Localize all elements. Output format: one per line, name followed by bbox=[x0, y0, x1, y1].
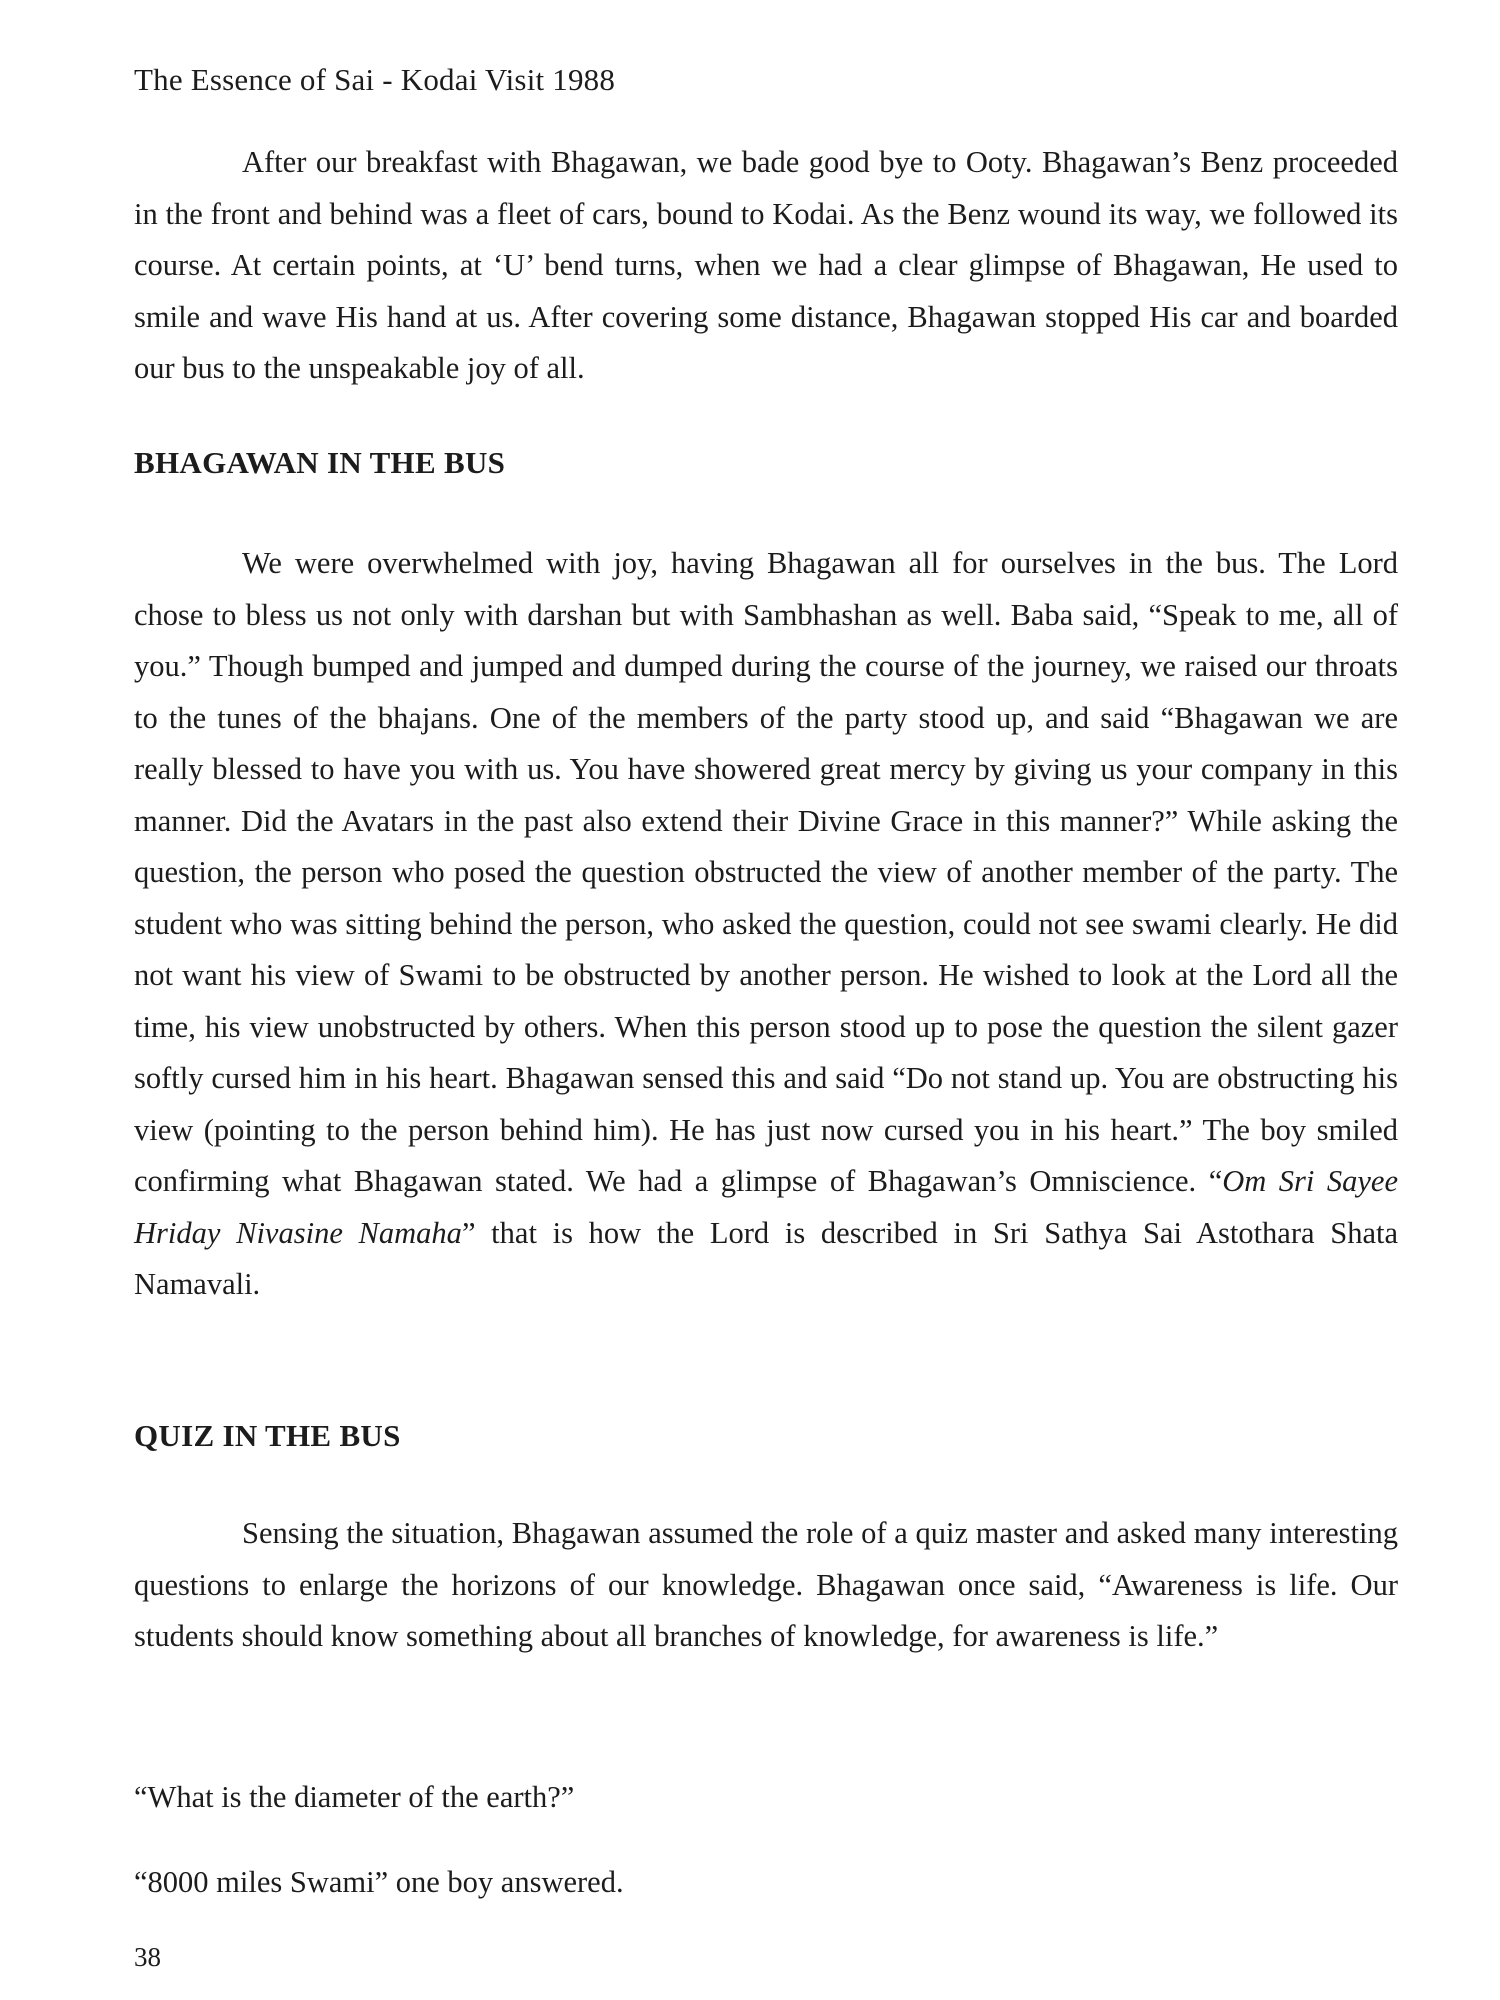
quote-open-mark: “ bbox=[1208, 1164, 1223, 1198]
paragraph-bus-darshan-tail: ” that is how the Lord is described in Sri Sathya Sai Astothara Shata Namavali. bbox=[134, 1215, 1398, 1301]
mantra-italic: Om Sri Sayee Hriday Nivasine Namaha bbox=[134, 1164, 1399, 1250]
running-head: The Essence of Sai - Kodai Visit 1988 bbox=[134, 62, 616, 97]
paragraph-bus-darshan-text: We were overwhelmed with joy, having Bhagawan all for ourselves in the bus. The Lord chose to bless us not only with darshan but with Sambhashan as well. Baba said, “Speak to me, all of you.” Though bumped and jumped and dumped during the course of the journey, we raised our throats to the tunes of the bhajans. One of the members of the party stood up, and said “Bhagawan we are really blessed to have you with us. You have showered great mercy by giving us your company in this manner. Did the Avatars in the past also extend their Divine Grace in this manner?” While asking the question, the person who posed the question obstructed the view of another member of the party. The student who was sitting behind the person, who asked the question, could not see swami clearly. He did not want his view of Swami to be obstructed by another person. He wished to look at the Lord all the time, his view unobstructed by others. When this person stood up to pose the question the silent gazer softly cursed him in his heart. Bhagawan sensed this and said “Do not stand up. You are obstructing his view (pointing to the person behind him). He has just now cursed you in his heart.” The boy smiled confirming what Bhagawan stated. We had a glimpse of Bhagawan’s Omniscience. bbox=[134, 546, 1398, 1198]
paragraph-bus-darshan bbox=[134, 538, 1398, 1311]
page-number: 38 bbox=[134, 1942, 161, 1972]
paragraph-departure: After our breakfast with Bhagawan, we bade good bye to Ooty. Bhagawan’s Benz proceeded in the front and behind was a fleet of cars, bound to Kodai. As the Benz wound its way, we followed its course. At certain points, at ‘U’ bend turns, when we had a clear glimpse of Bhagawan, He used to smile and wave His hand at us. After covering some distance, Bhagawan stopped His car and boarded our bus to the unspeakable joy of all. bbox=[134, 145, 1398, 385]
section-heading-quiz-in-the-bus: QUIZ IN THE BUS bbox=[134, 1418, 401, 1453]
quiz-question: “What is the diameter of the earth?” bbox=[134, 1780, 575, 1814]
quiz-answer: “8000 miles Swami” one boy answered. bbox=[134, 1865, 624, 1899]
section-heading-bhagawan-in-the-bus: BHAGAWAN IN THE BUS bbox=[134, 445, 506, 480]
paragraph-quiz-master: Sensing the situation, Bhagawan assumed the role of a quiz master and asked many interesting questions to enlarge the horizons of our knowledge. Bhagawan once said, “Awareness is life. Our students should know something about all branches of knowledge, for awareness is life.” bbox=[134, 1516, 1398, 1653]
